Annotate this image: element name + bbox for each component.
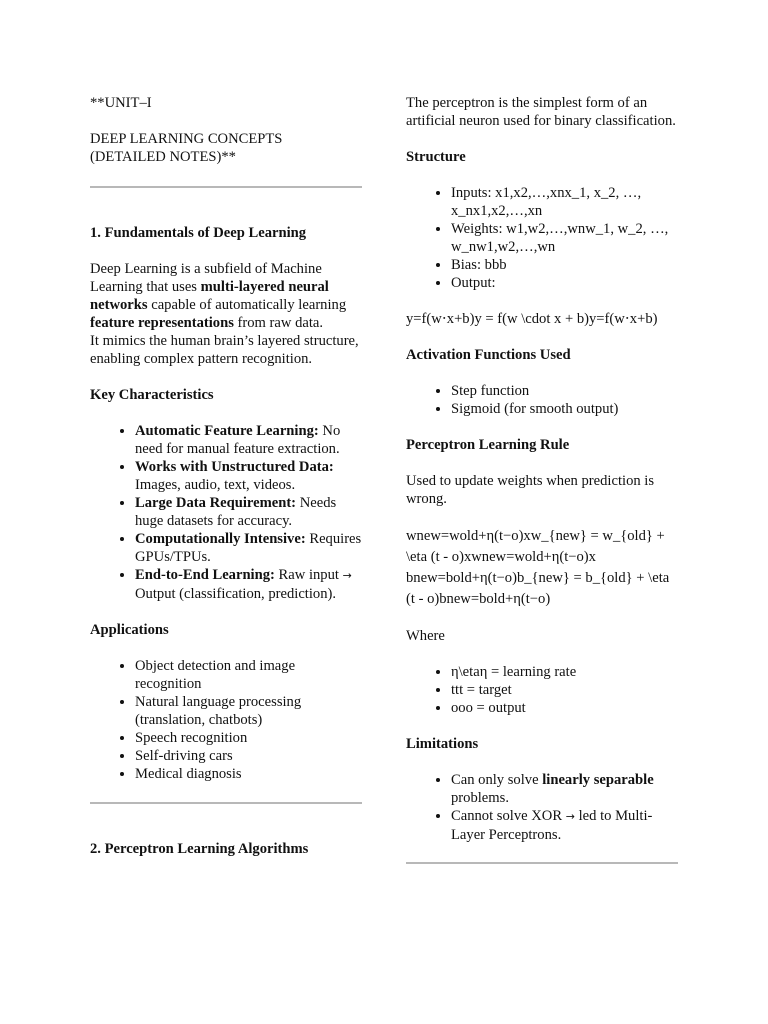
item-bold: Computationally Intensive: — [135, 531, 306, 547]
applications-list — [90, 657, 362, 783]
activation-heading: Activation Functions Used — [406, 347, 571, 363]
item-text: problems. — [451, 790, 509, 806]
unit-title: **UNIT–I — [90, 95, 152, 111]
structure-heading: Structure — [406, 149, 466, 165]
item-bold: Automatic Feature Learning: — [135, 423, 319, 439]
left-column — [90, 94, 362, 876]
item-bold: linearly separable — [542, 772, 654, 788]
intro-text-1: Deep Learning is a subfield of Machine Learning that uses — [90, 261, 322, 295]
arrow-right-icon: → — [565, 810, 575, 823]
list-item: • Object detection and image recognition — [135, 657, 362, 693]
perceptron-intro: The perceptron is the simplest form of an artificial neuron used for binary classification. — [406, 95, 676, 129]
list-item: • Self-driving cars — [135, 747, 362, 765]
intro-bold-1: multi-layered neural networks — [90, 279, 329, 313]
item-bold: Large Data Requirement: — [135, 495, 297, 511]
list-item: • Sigmoid (for smooth output) — [451, 400, 678, 418]
list-item: • Medical diagnosis — [135, 765, 362, 783]
list-item: • Step function — [451, 382, 678, 400]
right-column — [406, 94, 678, 864]
list-item: • Bias: bbb — [451, 256, 678, 274]
divider-3 — [406, 862, 678, 864]
item-bold: Works with Unstructured Data: — [135, 459, 334, 475]
list-item: • ooo = output — [451, 699, 678, 717]
concepts-title-line1: DEEP LEARNING CONCEPTS — [90, 131, 283, 147]
update-formula: wnew=wold+η(t−o)xw_{new} = w_{old} + \eta (t - o)xwnew=wold+η(t−o)x bnew=bold+η(t−o)b_{new} = b_{old} + \eta (t - o)bnew=bold+η(t−o) — [406, 528, 670, 607]
section-2-heading: 2. Perceptron Learning Algorithms — [90, 841, 309, 857]
limitations-list — [406, 771, 678, 844]
where-list — [406, 663, 678, 717]
characteristics-list — [90, 422, 362, 603]
list-item: • Natural language processing (translation, chatbots) — [135, 693, 362, 729]
item-text: No need for manual feature extraction. — [135, 423, 341, 457]
item-text: Needs huge datasets for accuracy. — [135, 495, 337, 529]
list-item: • η\etaη = learning rate — [451, 663, 678, 681]
list-item: • Weights: w1,w2,…,wnw_1, w_2, …, w_nw1,w2,…,wn — [451, 220, 678, 256]
item-text: Images, audio, text, videos. — [135, 477, 296, 493]
structure-list — [406, 184, 678, 292]
list-item — [135, 458, 362, 494]
applications-heading: Applications — [90, 622, 169, 638]
intro-text-2: capable of automatically learning — [147, 297, 347, 313]
arrow-right-icon: → — [342, 569, 352, 582]
list-item: • Speech recognition — [135, 729, 362, 747]
item-text: Output (classification, prediction). — [135, 586, 337, 602]
learning-rule-heading: Perceptron Learning Rule — [406, 437, 570, 453]
list-item — [135, 422, 362, 458]
activation-list — [406, 382, 678, 418]
item-text: Can only solve — [451, 772, 543, 788]
item-bold: End-to-End Learning: — [135, 567, 275, 583]
item-text: Cannot solve XOR — [451, 808, 566, 824]
list-item — [451, 807, 678, 844]
where-label: Where — [406, 628, 445, 644]
list-item — [135, 530, 362, 566]
list-item — [135, 494, 362, 530]
item-text: Requires GPUs/TPUs. — [135, 531, 362, 565]
intro-bold-2: feature representations — [90, 315, 234, 331]
intro-text-3: from raw data. — [233, 315, 324, 331]
list-item: • Output: — [451, 274, 678, 292]
list-item — [451, 771, 678, 807]
list-item: • ttt = target — [451, 681, 678, 699]
limitations-heading: Limitations — [406, 736, 479, 752]
section-1-heading: 1. Fundamentals of Deep Learning — [90, 225, 307, 241]
intro-text-4: It mimics the human brain’s layered structure, enabling complex pattern recognition. — [90, 333, 359, 367]
learning-rule-intro: Used to update weights when prediction is wrong. — [406, 473, 655, 507]
item-text: led to Multi-Layer Perceptrons. — [451, 808, 653, 843]
key-characteristics-heading: Key Characteristics — [90, 387, 214, 403]
list-item: • Inputs: x1,x2,…,xnx_1, x_2, …, x_nx1,x2,…,xn — [451, 184, 678, 220]
concepts-title-line2: (DETAILED NOTES)** — [90, 149, 236, 165]
divider-1 — [90, 186, 362, 188]
output-formula: y=f(w⋅x+b)y = f(w \cdot x + b)y=f(w⋅x+b) — [406, 311, 658, 327]
item-text: Raw input — [274, 567, 343, 583]
divider-2 — [90, 802, 362, 804]
intro-paragraph — [90, 260, 362, 368]
list-item — [135, 566, 362, 603]
